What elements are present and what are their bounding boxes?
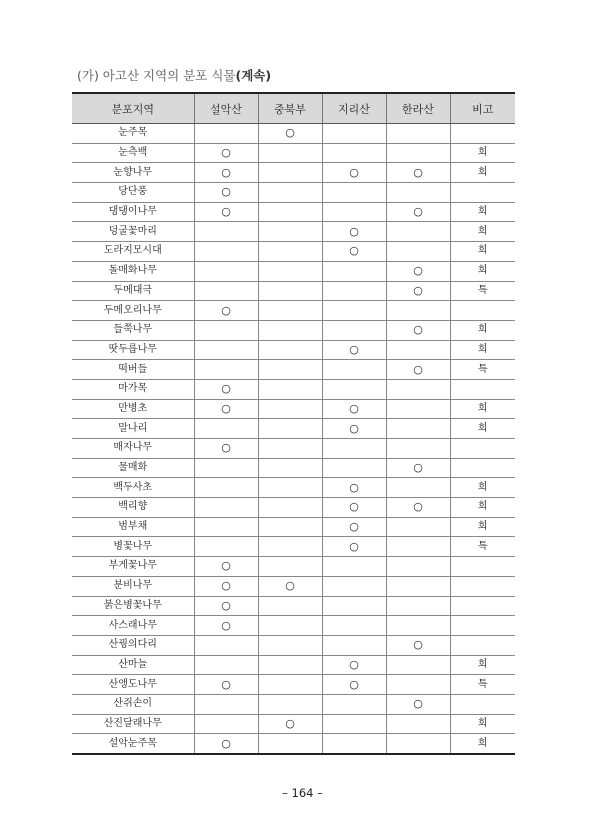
region-mark-cell: ○ (322, 399, 386, 419)
plant-name-cell: 범부채 (72, 517, 194, 537)
plant-name-cell: 분비나무 (72, 576, 194, 596)
plant-name-cell: 댕댕이나무 (72, 202, 194, 222)
plant-name-cell: 마가목 (72, 379, 194, 399)
note-cell: 특 (450, 281, 515, 301)
table-header (72, 93, 515, 124)
note-cell: 희 (450, 143, 515, 163)
region-mark-cell (258, 498, 322, 518)
note-cell (450, 616, 515, 636)
region-mark-cell: ○ (194, 163, 258, 183)
table-row (72, 517, 515, 537)
table-row (72, 202, 515, 222)
region-mark-cell (322, 635, 386, 655)
region-mark-cell (386, 616, 450, 636)
region-mark-cell: ○ (386, 360, 450, 380)
region-mark-cell (322, 714, 386, 734)
region-mark-cell (258, 694, 322, 714)
region-mark-cell: ○ (386, 163, 450, 183)
table-row (72, 694, 515, 714)
region-mark-cell (194, 714, 258, 734)
region-mark-cell (258, 557, 322, 577)
note-cell: 특 (450, 675, 515, 695)
region-mark-cell (322, 124, 386, 144)
table-row (72, 301, 515, 321)
plant-name-cell: 사스래나무 (72, 616, 194, 636)
region-mark-cell (194, 222, 258, 242)
plant-name-cell: 산꿩의다리 (72, 635, 194, 655)
page-number: – 164 – (282, 786, 323, 800)
region-mark-cell (386, 517, 450, 537)
note-cell (450, 379, 515, 399)
region-mark-cell (194, 124, 258, 144)
region-mark-cell (386, 340, 450, 360)
plant-name-cell: 두메대극 (72, 281, 194, 301)
region-mark-cell (258, 202, 322, 222)
region-mark-cell: ○ (322, 222, 386, 242)
region-mark-cell (258, 439, 322, 459)
region-mark-cell (194, 517, 258, 537)
table-row (72, 635, 515, 655)
region-mark-cell: ○ (386, 320, 450, 340)
region-mark-cell (322, 261, 386, 281)
region-mark-cell (322, 616, 386, 636)
note-cell (450, 124, 515, 144)
region-mark-cell: ○ (322, 163, 386, 183)
region-mark-cell: ○ (194, 675, 258, 695)
table-row (72, 596, 515, 616)
table-row (72, 616, 515, 636)
plant-name-cell: 부게꽃나무 (72, 557, 194, 577)
plant-name-cell: 병꽃나무 (72, 537, 194, 557)
region-mark-cell (386, 124, 450, 144)
plant-name-cell: 산진달래나무 (72, 714, 194, 734)
table-row (72, 439, 515, 459)
region-mark-cell (322, 596, 386, 616)
region-mark-cell (322, 281, 386, 301)
title-text: (가) 아고산 지역의 분포 식물 (77, 68, 236, 83)
region-mark-cell (194, 498, 258, 518)
plant-name-cell: 덩굴꽃마리 (72, 222, 194, 242)
plant-name-cell: 산쥐손이 (72, 694, 194, 714)
plant-name-cell: 눈주목 (72, 124, 194, 144)
region-mark-cell (258, 301, 322, 321)
title-continued: (계속) (235, 68, 272, 83)
region-mark-cell (258, 360, 322, 380)
region-mark-cell (258, 143, 322, 163)
region-mark-cell (386, 222, 450, 242)
region-mark-cell: ○ (194, 301, 258, 321)
region-mark-cell (258, 478, 322, 498)
region-mark-cell (386, 675, 450, 695)
table-row (72, 419, 515, 439)
plant-name-cell: 말나리 (72, 419, 194, 439)
region-mark-cell (258, 242, 322, 262)
region-mark-cell (322, 183, 386, 203)
region-mark-cell (194, 261, 258, 281)
table-row (72, 163, 515, 183)
plant-name-cell: 백리향 (72, 498, 194, 518)
plant-name-cell: 돌매화나무 (72, 261, 194, 281)
region-mark-cell (322, 458, 386, 478)
region-mark-cell: ○ (194, 143, 258, 163)
region-mark-cell (258, 399, 322, 419)
region-mark-cell (258, 734, 322, 754)
note-cell: 희 (450, 655, 515, 675)
region-mark-cell (322, 143, 386, 163)
note-cell: 희 (450, 222, 515, 242)
region-mark-cell: ○ (386, 202, 450, 222)
region-mark-cell (258, 340, 322, 360)
note-cell (450, 183, 515, 203)
table-row (72, 242, 515, 262)
region-mark-cell (194, 635, 258, 655)
region-mark-cell (322, 301, 386, 321)
plant-name-cell: 눈향나무 (72, 163, 194, 183)
page-title (77, 66, 271, 84)
note-cell: 희 (450, 498, 515, 518)
note-cell: 희 (450, 714, 515, 734)
region-mark-cell (258, 222, 322, 242)
table-row (72, 281, 515, 301)
plant-name-cell: 당단풍 (72, 183, 194, 203)
note-cell (450, 458, 515, 478)
note-cell: 희 (450, 261, 515, 281)
plant-name-cell: 물매화 (72, 458, 194, 478)
note-cell (450, 576, 515, 596)
region-mark-cell: ○ (322, 498, 386, 518)
plant-name-cell: 설악눈주목 (72, 734, 194, 754)
region-mark-cell (258, 261, 322, 281)
table-row (72, 458, 515, 478)
region-mark-cell (194, 694, 258, 714)
region-mark-cell: ○ (322, 242, 386, 262)
region-mark-cell (386, 242, 450, 262)
region-mark-cell (322, 557, 386, 577)
region-mark-cell: ○ (386, 261, 450, 281)
region-mark-cell (194, 281, 258, 301)
region-mark-cell (258, 379, 322, 399)
region-mark-cell (258, 183, 322, 203)
region-mark-cell (386, 301, 450, 321)
region-mark-cell (386, 143, 450, 163)
region-mark-cell (386, 399, 450, 419)
region-mark-cell: ○ (386, 694, 450, 714)
region-mark-cell: ○ (194, 734, 258, 754)
region-mark-cell: ○ (194, 439, 258, 459)
region-mark-cell: ○ (194, 183, 258, 203)
region-mark-cell (322, 360, 386, 380)
table-row (72, 399, 515, 419)
table-row (72, 340, 515, 360)
region-mark-cell (258, 517, 322, 537)
note-cell: 희 (450, 517, 515, 537)
region-mark-cell: ○ (322, 419, 386, 439)
column-header: 한라산 (386, 93, 450, 124)
note-cell (450, 301, 515, 321)
region-mark-cell (386, 576, 450, 596)
region-mark-cell: ○ (258, 576, 322, 596)
note-cell: 희 (450, 163, 515, 183)
region-mark-cell (194, 478, 258, 498)
table-row (72, 124, 515, 144)
table-row (72, 261, 515, 281)
region-mark-cell (386, 557, 450, 577)
note-cell: 희 (450, 734, 515, 754)
note-cell (450, 596, 515, 616)
region-mark-cell (386, 734, 450, 754)
region-mark-cell: ○ (322, 478, 386, 498)
region-mark-cell (258, 635, 322, 655)
region-mark-cell (258, 675, 322, 695)
table-row (72, 478, 515, 498)
note-cell: 희 (450, 340, 515, 360)
plant-name-cell: 붉은병꽃나무 (72, 596, 194, 616)
region-mark-cell (386, 537, 450, 557)
region-mark-cell (322, 734, 386, 754)
plant-name-cell: 매자나무 (72, 439, 194, 459)
region-mark-cell: ○ (386, 635, 450, 655)
column-header: 중북부 (258, 93, 322, 124)
plant-name-cell: 도라지모시대 (72, 242, 194, 262)
table-row (72, 537, 515, 557)
region-mark-cell: ○ (194, 557, 258, 577)
column-header: 지리산 (322, 93, 386, 124)
region-mark-cell (258, 458, 322, 478)
table-row (72, 498, 515, 518)
region-mark-cell: ○ (386, 458, 450, 478)
table-row (72, 576, 515, 596)
region-mark-cell: ○ (322, 340, 386, 360)
plant-name-cell: 백두사초 (72, 478, 194, 498)
region-mark-cell: ○ (194, 616, 258, 636)
plant-name-cell: 땃두릅나무 (72, 340, 194, 360)
note-cell: 희 (450, 242, 515, 262)
region-mark-cell (386, 478, 450, 498)
plant-name-cell: 떡버들 (72, 360, 194, 380)
region-mark-cell (386, 379, 450, 399)
column-header: 비고 (450, 93, 515, 124)
note-cell: 특 (450, 537, 515, 557)
region-mark-cell (258, 596, 322, 616)
plant-distribution-table (72, 92, 515, 755)
region-mark-cell (386, 714, 450, 734)
region-mark-cell (322, 379, 386, 399)
region-mark-cell: ○ (194, 596, 258, 616)
region-mark-cell: ○ (258, 124, 322, 144)
note-cell: 희 (450, 419, 515, 439)
column-header: 설악산 (194, 93, 258, 124)
note-cell: 희 (450, 320, 515, 340)
note-cell: 희 (450, 399, 515, 419)
region-mark-cell (258, 537, 322, 557)
region-mark-cell (258, 281, 322, 301)
table-row (72, 675, 515, 695)
region-mark-cell: ○ (322, 675, 386, 695)
note-cell (450, 557, 515, 577)
region-mark-cell (194, 458, 258, 478)
region-mark-cell (322, 576, 386, 596)
note-cell (450, 439, 515, 459)
region-mark-cell: ○ (194, 379, 258, 399)
region-mark-cell (322, 439, 386, 459)
table-row (72, 183, 515, 203)
region-mark-cell (322, 202, 386, 222)
region-mark-cell: ○ (322, 517, 386, 537)
region-mark-cell (258, 163, 322, 183)
table-row (72, 734, 515, 754)
plant-name-cell: 눈측백 (72, 143, 194, 163)
region-mark-cell (194, 360, 258, 380)
region-mark-cell (386, 596, 450, 616)
region-mark-cell (386, 419, 450, 439)
region-mark-cell (194, 320, 258, 340)
note-cell (450, 694, 515, 714)
plant-name-cell: 만병초 (72, 399, 194, 419)
note-cell: 희 (450, 478, 515, 498)
plant-name-cell: 산마늘 (72, 655, 194, 675)
table-row (72, 143, 515, 163)
region-mark-cell (194, 537, 258, 557)
table-row (72, 557, 515, 577)
note-cell: 특 (450, 360, 515, 380)
table-row (72, 360, 515, 380)
region-mark-cell (386, 439, 450, 459)
plant-name-cell: 두메오리나무 (72, 301, 194, 321)
region-mark-cell: ○ (322, 655, 386, 675)
table-row (72, 320, 515, 340)
region-mark-cell: ○ (194, 202, 258, 222)
region-mark-cell: ○ (322, 537, 386, 557)
table-body (72, 124, 515, 755)
table-row (72, 714, 515, 734)
table-row (72, 655, 515, 675)
region-mark-cell: ○ (194, 576, 258, 596)
region-mark-cell (386, 183, 450, 203)
region-mark-cell (322, 694, 386, 714)
note-cell (450, 635, 515, 655)
region-mark-cell: ○ (386, 498, 450, 518)
table-row (72, 222, 515, 242)
column-header: 분포지역 (72, 93, 194, 124)
plant-name-cell: 산앵도나무 (72, 675, 194, 695)
region-mark-cell (194, 340, 258, 360)
region-mark-cell (194, 655, 258, 675)
region-mark-cell: ○ (386, 281, 450, 301)
region-mark-cell: ○ (194, 399, 258, 419)
region-mark-cell (194, 419, 258, 439)
note-cell: 희 (450, 202, 515, 222)
region-mark-cell (322, 320, 386, 340)
table-row (72, 379, 515, 399)
region-mark-cell (258, 655, 322, 675)
region-mark-cell (386, 655, 450, 675)
region-mark-cell (258, 320, 322, 340)
plant-name-cell: 들쭉나무 (72, 320, 194, 340)
region-mark-cell (194, 242, 258, 262)
region-mark-cell (258, 616, 322, 636)
region-mark-cell (258, 419, 322, 439)
region-mark-cell: ○ (258, 714, 322, 734)
